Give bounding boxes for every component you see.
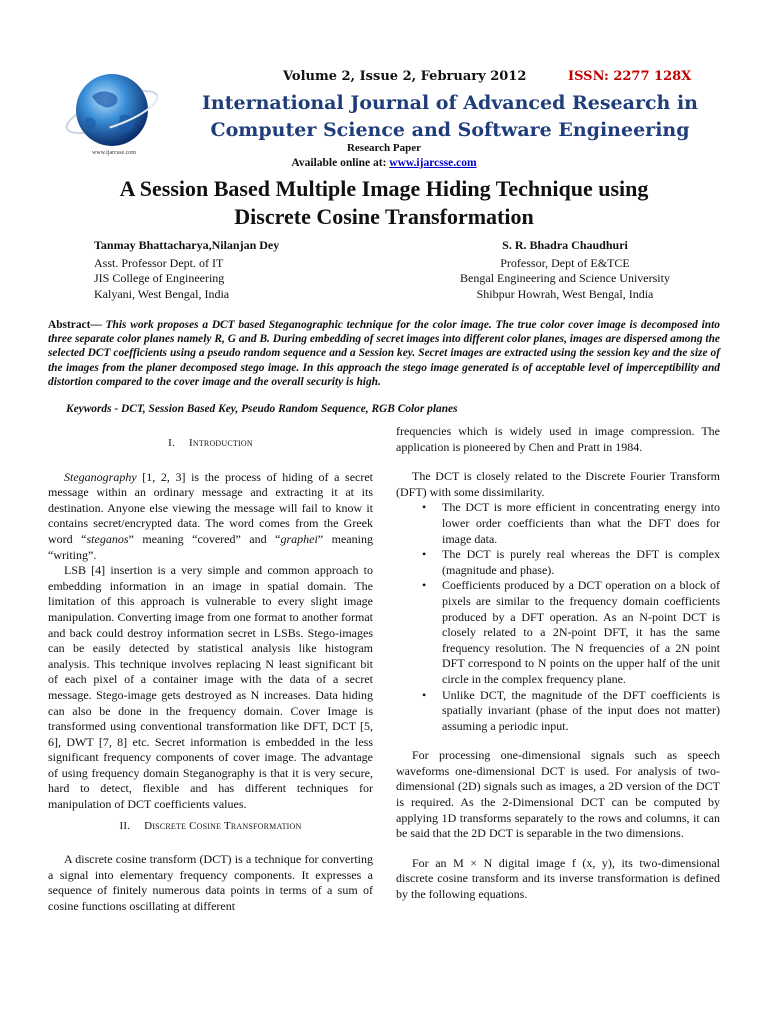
paragraph: The DCT is closely related to the Discrete Fourier Transform (DFT) with some dissimilarity.	[396, 469, 720, 499]
right-column	[396, 424, 720, 903]
spacer	[396, 842, 720, 856]
section-number: I.	[168, 437, 175, 449]
abstract	[48, 318, 720, 389]
emphasis: Steganography	[64, 469, 137, 484]
author-affiliation-line: JIS College of Engineering	[94, 271, 225, 285]
emphasis: graphei	[280, 531, 318, 546]
author-affiliation-line: Asst. Professor Dept. of IT	[94, 255, 224, 270]
author-names: S. R. Bhadra Chaudhuri	[502, 238, 628, 252]
keywords: Keywords - DCT, Session Based Key, Pseudo Random Sequence, RGB Color planes	[66, 403, 458, 415]
author-block-right	[440, 238, 690, 302]
paper-title	[40, 175, 728, 231]
logo-caption: www.ijarcsse.com	[92, 150, 136, 156]
author-affiliation-line: Kalyani, West Bengal, India	[94, 286, 230, 301]
text: ” meaning “writing”.	[48, 531, 373, 562]
journal-name	[180, 90, 720, 144]
paragraph: frequencies which is widely used in image compression. The application is pioneered by Chen and Pratt in 1984.	[396, 424, 720, 454]
spacer	[396, 455, 720, 469]
author-affiliation-line: Shibpur Howrah, West Bengal, India	[476, 286, 654, 301]
journal-name-line-1: International Journal of Advanced Research in	[202, 92, 698, 114]
left-column	[48, 432, 373, 915]
list-item: • The DCT is purely real whereas the DFT is complex (magnitude and phase).	[442, 547, 720, 578]
section-title: Introduction	[188, 437, 253, 449]
paragraph: For processing one-dimensional signals such as speech waveforms one-dimensional DCT is used. For analysis of two-dimensional (2D) signals such as images, a 2D version of the DCT is required. As the 2-Dimensional DCT can be computed by applying 1D transforms separately to the rows and columns, it can be said that the 2D DCT is separable in the two dimensions.	[396, 748, 720, 841]
bullet-list	[396, 500, 720, 734]
journal-url-link[interactable]: www.ijarcsse.com	[389, 157, 477, 169]
author-block-left	[94, 238, 279, 302]
text: [1, 2, 3] is the process of hiding of a secret message within an ordinary message and extracting it at its destination. Anyone else viewing the message will fail to know it contains secret/encrypted data. The word comes from the Greek word “	[48, 469, 373, 546]
paper-title-line-2: Discrete Cosine Transformation	[234, 204, 534, 229]
section-heading-introduction	[48, 436, 373, 452]
paper-type: Research Paper	[346, 142, 422, 154]
paper-title-line-1: A Session Based Multiple Image Hiding Technique using	[119, 176, 649, 201]
abstract-lead: Abstract—	[48, 319, 102, 331]
issn: ISSN: 2277 128X	[568, 69, 692, 84]
emphasis: steganos	[86, 531, 129, 546]
journal-name-line-2: Computer Science and Software Engineering	[210, 119, 690, 141]
text: ” meaning “covered” and “	[128, 531, 281, 546]
author-names: Tanmay Bhattacharya,Nilanjan Dey	[94, 238, 280, 252]
paragraph: LSB [4] insertion is a very simple and common approach to embedding information in an image in spatial domain. The limitation of this approach is vulnerable to every slight image manipulation. Converting image from one format to another format and back could destroy information secret in LSBs. Stego-images can be easily detected by statistical analysis like histogram analysis. This technique involves replacing N least significant bit of each pixel of a container image with the data of a secret message. Stego-image gets destroyed as N increases. Data hiding can also be done in the frequency domain. Cover Image is transformed using conventional transformation like DFT, DCT [5, 6], DWT [7, 8] etc. Secret information is embedded in the less significant frequency components of cover image. The advantage of using frequency domain Steganography is that it is very secure, hard to detect, flexible and has different techniques for manipulation of DCT coefficients values.	[48, 563, 373, 812]
section-number: II.	[119, 819, 131, 832]
paragraph	[48, 470, 373, 564]
paragraph: For an M × N digital image f (x, y), its two-dimensional discrete cosine transform and its inverse transformation is defined by the following equations.	[396, 855, 720, 902]
available-label: Available online at:	[291, 157, 387, 169]
available-online	[0, 157, 768, 169]
list-item: • Unlike DCT, the magnitude of the DFT coefficients is spatially invariant (phase of the input does not matter) assuming a periodic input.	[442, 688, 720, 735]
section-heading-dct	[48, 819, 373, 835]
volume-issue: Volume 2, Issue 2, February 2012	[283, 69, 527, 84]
abstract-text: This work proposes a DCT based Steganographic technique for the color image. The true color cover image is decomposed into three separate color planes namely R, G and B. During embedding of secret images into different color planes, images are dispersed among the selected DCT coefficients using a pseudo random sequence and a Session key. Secret images are extracted using the session key and the size of the images from the planer decomposed stego image. In this approach the stego image generated is of acceptable level of imperceptibility and distortion compared to the cover image and the overall security is high.	[48, 319, 720, 388]
author-affiliation-line: Professor, Dept of E&TCE	[500, 255, 630, 270]
list-item: • The DCT is more efficient in concentrating energy into lower order coefficients than what the DFT does for image data.	[442, 500, 720, 547]
list-item: • Coefficients produced by a DCT operation on a block of pixels are similar to the frequency domain coefficients produced by a DFT operation. As an N-point DCT is closely related to a 2N-point DFT, it has the same frequency resolution. The N frequencies of a 2N point DFT correspond to N points on the upper half of the unit circle in the complex frequency plane.	[442, 578, 720, 687]
paragraph: A discrete cosine transform (DCT) is a technique for converting a signal into elementary frequency components. It expresses a sequence of finitely numerous data points in terms of a sum of cosine functions oscillating at different	[48, 852, 373, 914]
author-affiliation-line: Bengal Engineering and Science University	[460, 271, 670, 285]
section-title: Discrete Cosine Transformation	[144, 819, 302, 832]
spacer	[396, 734, 720, 748]
